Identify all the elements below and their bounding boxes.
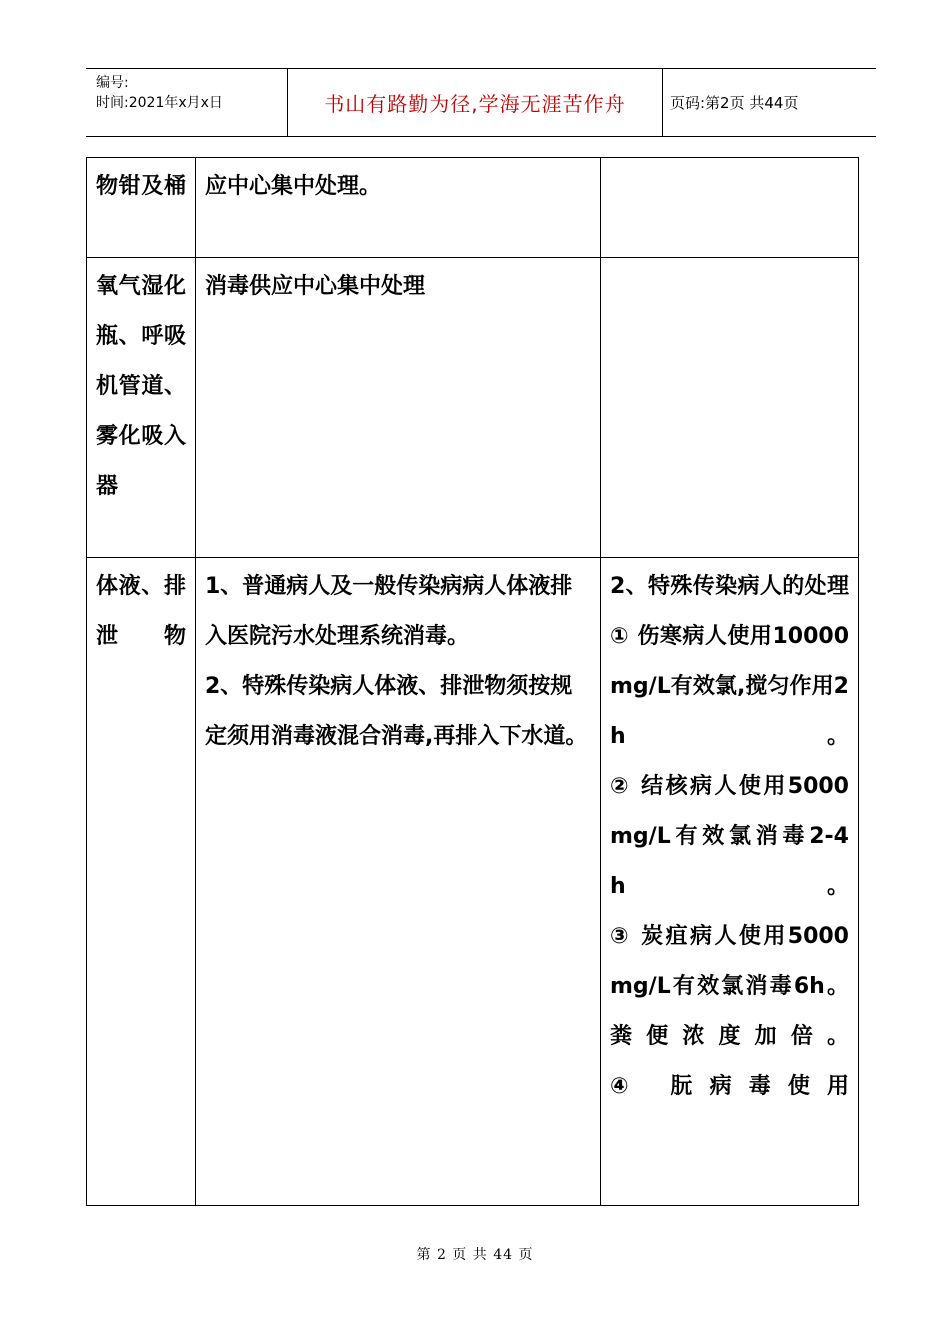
method-text: 应中心集中处理。 — [205, 174, 382, 199]
item-label: 氧气湿化瓶、呼吸机管道、雾化吸入器 — [96, 274, 186, 499]
page-header — [86, 68, 876, 137]
page-footer: 第 2 页 共 44 页 — [416, 1247, 534, 1263]
item-cell — [87, 558, 196, 1206]
header-meta — [96, 73, 223, 113]
disinfection-table — [86, 157, 859, 1206]
note-cell — [601, 158, 859, 258]
note-cell — [601, 258, 859, 558]
method-text: 消毒供应中心集中处理 — [205, 274, 426, 299]
method-cell — [196, 158, 601, 258]
note-text: ② 结核病人使用5000 mg/L有效氯消毒2-4h。 — [610, 774, 849, 899]
item-label: 物钳及桶 — [96, 174, 186, 199]
note-text: ④ 朊病毒使用 — [610, 1074, 849, 1099]
note-text: ① 伤寒病人使用10000 mg/L有效氯,搅匀作用2h。 — [610, 624, 849, 749]
header-page-info: 页码:第2页 共44页 — [670, 94, 799, 112]
document-number-label: 编号: — [96, 75, 129, 91]
table-row — [87, 558, 859, 1206]
table-row — [87, 158, 859, 258]
note-cell — [601, 558, 859, 1206]
item-cell — [87, 158, 196, 258]
method-cell — [196, 558, 601, 1206]
method-text: 2、特殊传染病人体液、排泄物须按规定须用消毒液混合消毒,再排入下水道。 — [205, 674, 588, 749]
item-cell — [87, 258, 196, 558]
note-text: 2、特殊传染病人的处理 — [610, 574, 849, 599]
method-cell — [196, 258, 601, 558]
header-motto: 书山有路勤为径,学海无涯苦作舟 — [287, 69, 663, 136]
note-text: ③ 炭疽病人使用5000 mg/L有效氯消毒6h。粪便浓度加倍。 — [610, 924, 849, 1049]
method-text: 1、普通病人及一般传染病病人体液排入医院污水处理系统消毒。 — [205, 574, 573, 649]
table-row — [87, 258, 859, 558]
document-time-label: 时间:2021年x月x日 — [96, 95, 223, 111]
item-label: 体液、排泄物 — [96, 574, 186, 649]
